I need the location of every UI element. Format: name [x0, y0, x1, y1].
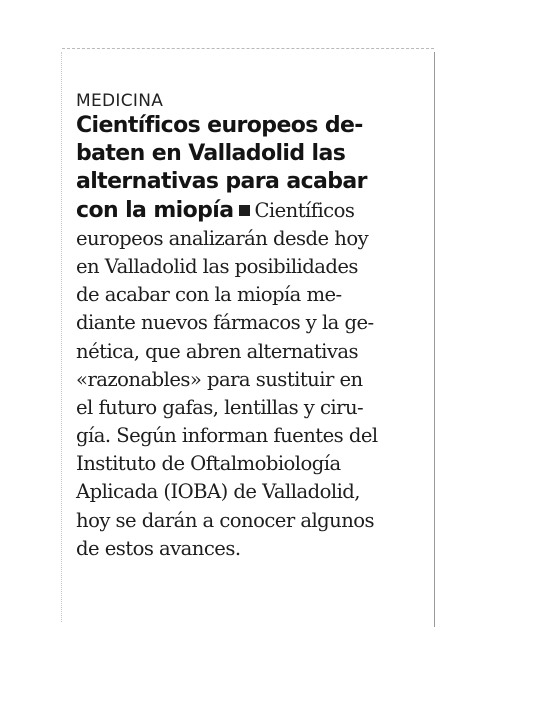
- headline-line: baten en Valladolid las: [76, 141, 346, 167]
- news-clipping: [76, 90, 428, 563]
- body-line: nética, que abren alternativas: [76, 339, 359, 363]
- clipping-top-edge: [62, 48, 434, 49]
- headline-line: Científicos europeos de-: [76, 113, 363, 138]
- body-line: el futuro gafas, lentillas y ciru-: [76, 395, 364, 419]
- headline-final-line: [76, 197, 428, 225]
- body-line: Aplicada (IOBA) de Valladolid,: [76, 480, 360, 504]
- body-line: Instituto de Oftalmobiología: [76, 452, 341, 476]
- body-line: de estos avances.: [76, 536, 241, 560]
- article-text: [76, 112, 428, 563]
- body-line: en Valladolid las posibilidades: [76, 254, 358, 278]
- body-line: Científicos: [254, 198, 355, 222]
- body-line: gía. Según informan fuentes del: [76, 424, 378, 448]
- clipping-left-edge: [61, 52, 62, 622]
- body-line: diante nuevos fármacos y la ge-: [76, 311, 374, 335]
- headline-line: alternativas para acabar: [76, 169, 367, 195]
- section-label: MEDICINA: [76, 91, 164, 111]
- body-line: europeos analizarán desde hoy: [76, 226, 369, 250]
- body-line: «razonables» para sustituir en: [76, 367, 363, 391]
- headline-line: con la miopía: [76, 197, 234, 223]
- square-bullet-icon: [239, 205, 250, 216]
- column-rule: [434, 52, 435, 627]
- body-line: de acabar con la miopía me-: [76, 283, 342, 307]
- body-line: hoy se darán a conocer algunos: [76, 508, 375, 532]
